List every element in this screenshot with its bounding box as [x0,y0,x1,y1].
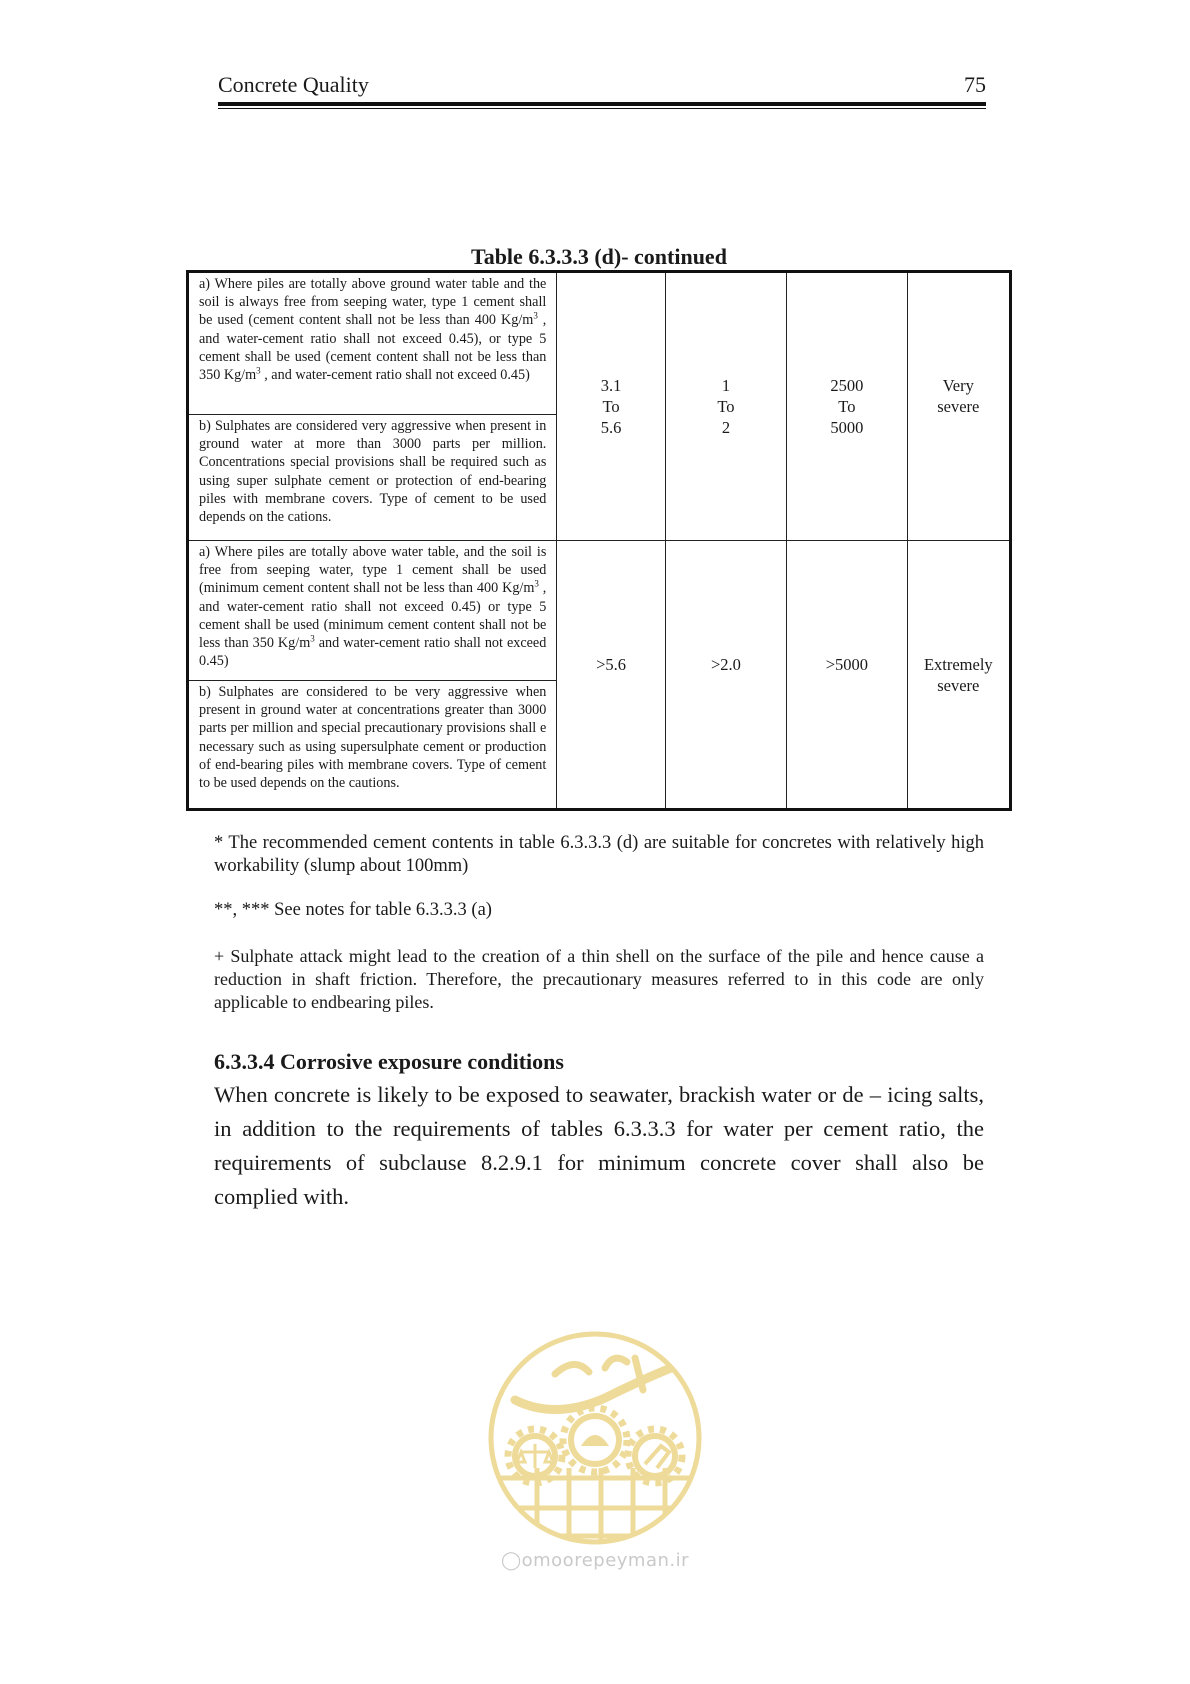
superscript: 3 [256,365,261,376]
table-cell-value: 2500 To 5000 [787,272,907,541]
watermark-url: ◯omoorepeyman.ir [500,1550,690,1571]
table-cell-value: 1 To 2 [665,272,786,541]
superscript: 3 [534,578,539,589]
table-note-sulphate-attack: + Sulphate attack might lead to the creation of a thin shell on the surface of the pile and hence cause a reduction in shaft friction. Therefore, the precautionary measures referred to in this code are only applicable to endbearing piles. [214,946,984,1012]
header-rule-thick [218,102,986,106]
section-6-3-3-4 [214,1048,984,1214]
table-cell-value: 3.1 To 5.6 [557,272,665,541]
running-title: Concrete Quality [218,72,369,97]
watermark [485,1328,705,1578]
gear-scales-watermark-logo-icon [485,1328,705,1548]
superscript: 3 [310,633,315,644]
page-header [218,72,986,109]
table-cell-value: >5.6 [557,541,665,810]
table-title: Table 6.3.3.3 (d)- continued [471,244,727,269]
description-part-a: a) Where piles are totally above water table, and the soil is free from seeping water, type 1 cement shall be used (minimum cement content shall not be less than 400 $Kg/m^3$ , and water-cement ratio shall not exceed 0.45) or type 5 cement shall be used (minimum cement content shall not be less than 350 $Kg/m^3$ and water-cement ratio shall not exceed 0.45) [199,544,547,670]
description-part-b: b) Sulphates are considered very aggressive when present in ground water at more than 3000 parts per million. Concentrations special provisions shall be required such as using super sulphate cement or protection of end-bearing piles with membrane covers. Type of cement to be used depends on the cations. [189,414,556,527]
table-row [188,541,1011,810]
table-note-see-notes: **, *** See notes for table 6.3.3.3 (a) [214,900,492,920]
superscript: 3 [533,310,538,321]
table-cell-severity: Extremely severe [907,541,1010,810]
table-cell-severity: Very severe [907,272,1010,541]
table-row [188,272,1011,541]
section-heading: 6.3.3.4 Corrosive exposure conditions [214,1049,564,1074]
sulphate-exposure-table [186,270,1012,811]
section-body: When concrete is likely to be exposed to seawater, brackish water or de – icing salts, in addition to the requirements of tables 6.3.3.3 for water per cement ratio, the requirements of subclause 8.2.9.1 for minimum concrete cover shall also be complied with. [214,1082,984,1209]
description-part-b: b) Sulphates are considered to be very aggressive when present in ground water at concentrations greater than 3000 parts per million and special precautionary provisions shall e necessary such as using supersulphate cement or production of end-bearing piles with membrane covers. Type of cement to be used depends on the cautions. [189,680,556,793]
header-rule-thin [218,108,986,109]
table-cell-value: >5000 [787,541,907,810]
globe-icon: ◯ [500,1550,522,1571]
description-part-a: a) Where piles are totally above ground water table and the soil is always free from seeping water, type 1 cement shall be used (cement content shall not be less than 400 $Kg/m^3$ , and water-cement ratio shall not exceed 0.45), or type 5 cement shall be used (cement content shall not be less than 350 $Kg/m^3$ , and water-cement ratio shall not exceed 0.45) [199,276,547,384]
table-cell-value: >2.0 [665,541,786,810]
table-note-cement-contents: * The recommended cement contents in table 6.3.3.3 (d) are suitable for concretes with relatively high workability (slump about 100mm) [214,833,984,876]
table-cell-description [188,272,557,541]
table-cell-description [188,541,557,810]
page-number: 75 [964,72,986,97]
